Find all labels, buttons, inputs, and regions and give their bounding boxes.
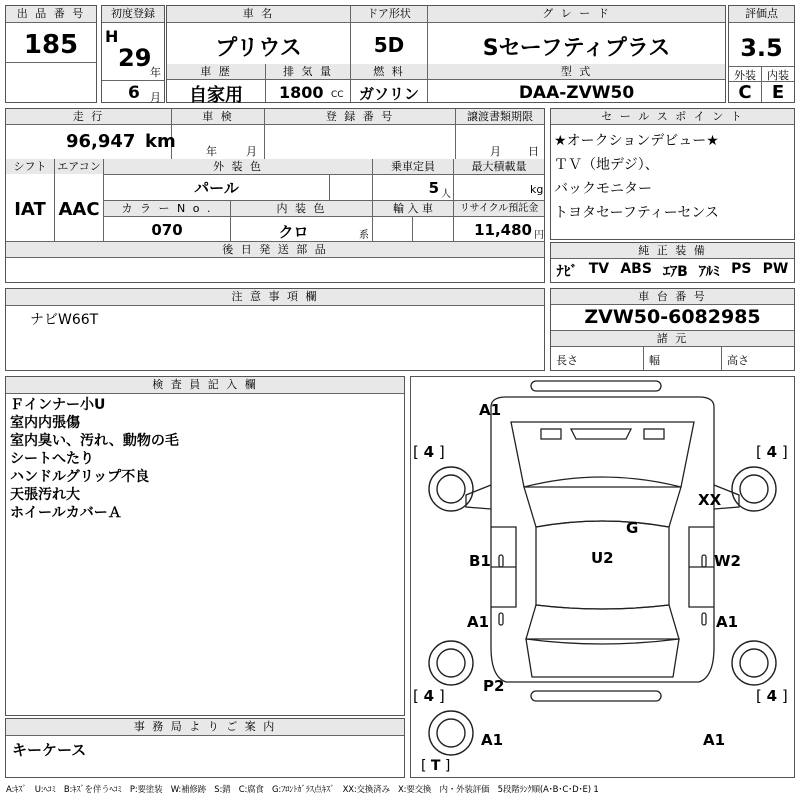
transfer-month-unit: 月: [490, 145, 501, 158]
score-cell: [728, 5, 795, 103]
score-label: 評価点: [729, 6, 794, 22]
recycle-deposit-label: リサイクル預託金: [454, 201, 544, 216]
mark-a1-rear-right: A1: [703, 731, 726, 749]
mark-a1-right: A1: [716, 613, 739, 631]
equipment-list: [551, 261, 794, 281]
lot-number: 185: [23, 30, 79, 60]
mileage: 96,947: [66, 131, 136, 152]
sales-point-line: トヨタセーフティーセンス: [554, 205, 719, 221]
month-unit: 月: [150, 91, 161, 104]
mark-p2: P2: [483, 677, 505, 695]
office-notice-box: [5, 718, 405, 778]
capacity-unit: 人: [441, 189, 451, 200]
inspector-note: シートへたり: [10, 451, 94, 467]
color-number: 070: [151, 221, 183, 239]
equipment-item: PW: [762, 261, 789, 277]
caution-notes-text: ナビW66T: [30, 312, 99, 328]
sales-point-line: ★オークションデビュー★: [554, 133, 719, 149]
grade-label: グ レ ー ド: [428, 6, 725, 22]
mark-xx: XX: [698, 491, 722, 509]
damage-diagram: [410, 376, 795, 778]
exterior-grade: C: [738, 82, 752, 103]
tread-rear-right: [ 4 ]: [756, 687, 788, 705]
chassis-number: ZVW50-6082985: [584, 306, 761, 328]
equipment-item: ﾅﾋﾞ: [556, 264, 578, 280]
transfer-day-unit: 日: [528, 145, 539, 158]
first-registration-cell: [101, 5, 165, 103]
load-unit: kg: [530, 183, 544, 196]
registration-month: 6: [128, 83, 140, 103]
model-label: 型 式: [428, 64, 725, 79]
car-name: プリウス: [215, 36, 302, 61]
shift-label: シフト: [6, 159, 54, 174]
sales-point-box: [550, 108, 795, 240]
interior-grade-label: 内装: [767, 69, 789, 82]
chassis-number-box: [550, 288, 795, 371]
score: 3.5: [740, 34, 783, 62]
capacity: 5: [428, 179, 439, 197]
car-name-label: 車 名: [167, 6, 350, 22]
sales-point-label: セ ー ル ス ポ イ ン ト: [551, 109, 794, 124]
equipment-item: ｱﾙﾐ: [698, 264, 720, 280]
mark-b1: B1: [469, 552, 491, 570]
interior-color-label: 内 装 色: [231, 201, 372, 216]
interior-color-unit: 系: [359, 230, 369, 241]
lot-number-cell: [5, 5, 97, 103]
door-type-label: ドア形状: [351, 6, 427, 22]
mark-a1-left: A1: [467, 613, 490, 631]
exterior-color: パール: [194, 179, 239, 197]
era: H: [105, 27, 119, 46]
transfer-deadline-label: 譲渡書類期限: [456, 109, 544, 124]
tread-rear-left: [ 4 ]: [413, 687, 445, 705]
door-type: 5D: [373, 33, 405, 57]
exterior-color-label: 外 装 色: [104, 159, 372, 174]
equipment-item: ABS: [620, 261, 652, 277]
lot-number-label: 出 品 番 号: [6, 6, 96, 22]
shift: IAT: [14, 199, 46, 220]
legend-text: A:ｷｽﾞ U:ﾍｺﾐ B:ｷｽﾞを伴うﾍｺﾐ P:要塗装 W:補修跡 S:錆 C:腐食 G:ﾌﾛﾝﾄｶﾞﾗｽ点ｷｽﾞ XX:交換済み X:要交換 内・外装評価 5段階ﾗﾝｸ順(A･B･C･D･E) 1: [6, 785, 599, 795]
mark-w2: W2: [714, 552, 741, 570]
fuel-label: 燃 料: [351, 64, 427, 79]
specifications-label: 諸 元: [551, 331, 794, 346]
mark-a1-rear-left: A1: [481, 731, 504, 749]
first-registration-label: 初度登録: [102, 6, 164, 22]
displacement-unit: CC: [331, 90, 344, 100]
chassis-number-label: 車 台 番 号: [551, 289, 794, 304]
height-label: 高さ: [727, 354, 749, 367]
sales-point-line: ＴＶ（地デジ）、: [554, 157, 659, 173]
model: DAA-ZVW50: [518, 83, 635, 103]
exterior-grade-label: 外装: [734, 69, 756, 82]
genuine-equipment-box: [550, 242, 795, 283]
max-load-label: 最大積載量: [454, 159, 544, 174]
fuel: ガソリン: [358, 85, 419, 103]
interior-grade: E: [771, 82, 785, 103]
inspector-notes-box: [5, 376, 405, 716]
vehicle-detail-table: [5, 108, 545, 283]
history-label: 車 歴: [167, 64, 265, 79]
recycle-deposit: 11,480: [474, 221, 532, 239]
later-parts-label: 後 日 発 送 部 品: [6, 242, 544, 257]
year-unit: 年: [150, 66, 161, 79]
inspector-note: 室内内張傷: [10, 415, 80, 431]
inspector-note: 室内臭い、汚れ、動物の毛: [10, 433, 179, 449]
sales-point-list: [554, 129, 719, 225]
office-notice-label: 事 務 局 よ り ご 案 内: [6, 719, 404, 735]
mark-a1-front: A1: [479, 401, 502, 419]
tread-spare: [ T ]: [421, 758, 451, 774]
import-label: 輸 入 車: [373, 201, 453, 216]
mark-g: G: [626, 519, 639, 537]
inspector-notes-list: [10, 396, 179, 522]
inspection-year-unit: 年: [206, 145, 217, 158]
equipment-item: PS: [731, 261, 752, 277]
inspector-notes-label: 検 査 員 記 入 欄: [6, 377, 404, 393]
inspection-label: 車 検: [172, 109, 264, 124]
interior-color: クロ: [278, 223, 309, 241]
aircon: AAC: [58, 199, 100, 220]
mileage-unit: km: [145, 131, 176, 152]
color-number-label: カ ラ ー N o .: [104, 201, 230, 216]
mark-u2: U2: [591, 549, 614, 567]
inspector-note: 天張汚れ大: [10, 487, 80, 503]
displacement-label: 排 気 量: [266, 64, 350, 79]
genuine-equipment-label: 純 正 装 備: [551, 243, 794, 258]
caution-notes-label: 注 意 事 項 欄: [6, 289, 544, 305]
displacement: 1800: [279, 83, 324, 102]
inspector-note: ハンドルグリップ不良: [10, 469, 150, 485]
car-outline: [411, 377, 794, 777]
mileage-label: 走 行: [6, 109, 171, 124]
history: 自家用: [189, 85, 243, 106]
registration-number-label: 登 録 番 号: [265, 109, 455, 124]
length-label: 長さ: [556, 354, 578, 367]
registration-year: 29: [118, 44, 152, 72]
inspection-month-unit: 月: [246, 145, 257, 158]
inspector-note: Ｆインナー小U: [10, 397, 106, 413]
width-label: 幅: [649, 354, 660, 367]
aircon-label: エアコン: [55, 159, 103, 174]
office-notice-text: キーケース: [12, 741, 87, 759]
inspector-note: ホイールカバーＡ: [10, 505, 122, 521]
tread-front-left: [ 4 ]: [413, 443, 445, 461]
equipment-item: TV: [588, 261, 610, 277]
sales-point-line: バックモニター: [554, 181, 652, 197]
grade: Sセーフティプラス: [482, 36, 671, 61]
capacity-label: 乗車定員: [373, 159, 453, 174]
tread-front-right: [ 4 ]: [756, 443, 788, 461]
recycle-unit: 円: [534, 230, 544, 241]
caution-notes-box: [5, 288, 545, 371]
equipment-item: ｴｱB: [663, 264, 688, 280]
car-info-cell: [166, 5, 726, 106]
